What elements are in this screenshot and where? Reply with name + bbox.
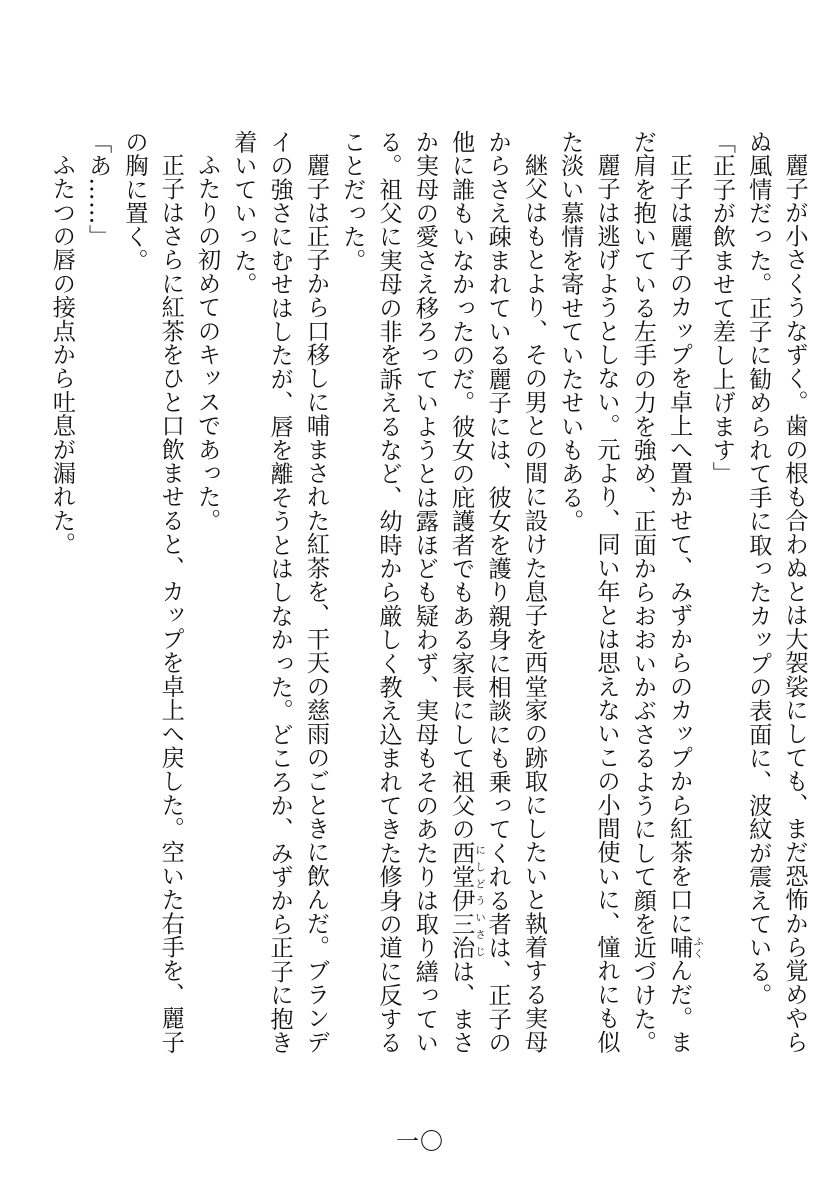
ruby-reading: ふく [691, 935, 704, 959]
ruby-base: 西堂伊三治 [447, 841, 475, 960]
text-run: ふたりの初めてのキッスであった。 [193, 153, 221, 533]
paragraph [551, 130, 624, 1060]
text-run: 継父はもとより、その男との間に設けた息子を西堂家の跡取にしたいと執着する実母からさえ疎まれている麗子には、彼女を護り親身に相談にも乗ってくれる者は、正子の他に誰もいなかったのだ。彼女の庇護者でもある家長にして祖父の [447, 130, 548, 1055]
text-run: 麗子が小さくうなずく。歯の根も合わぬとは大袈裟にしても、まだ恐怖から覚めやらぬ風情だった。正子に勧められて手に取ったカップの表面に、波紋が震えている。 [744, 130, 808, 1054]
paragraph [624, 130, 703, 1060]
ruby-reading: にしどういさじ [473, 841, 486, 960]
paragraph [43, 130, 79, 1060]
paragraph [188, 130, 224, 1060]
text-run: んだ。まだ肩を抱いている左手の力を強め、正面からおおいかぶさるようにして顔を近づけた。 [629, 130, 693, 1055]
text-run: ふたつの唇の接点から吐息が漏れた。 [48, 153, 76, 557]
paragraph [225, 130, 334, 1060]
dialogue-line [79, 130, 115, 1060]
dialogue-line [703, 130, 739, 1060]
vertical-body-text [28, 130, 812, 1060]
text-run: 麗子は正子から口移しに哺まされた紅茶を、干天の慈雨のごときに飲んだ。ブランデイの強さにむせはしたが、唇を離そうとはしなかった。どころか、みずから正子に抱き着いていった。 [229, 130, 330, 1055]
ruby-annotation [665, 935, 704, 959]
ruby-base: 哺 [665, 935, 693, 959]
text-run: 正子は麗子のカップを卓上へ置かせて、みずからのカップから紅茶を口に [665, 153, 693, 936]
text-run: 正子はさらに紅茶をひと口飲ませると、カップを卓上へ戻した。空いた右手を、麗子の胸に置く。 [120, 130, 185, 1054]
text-run: は、まさか実母の愛さえ移ろっていようとは露ほども疑わず、実母もそのあたりは取り繕っている。祖父に実母の非を訴えるなど、幼時から厳しく教え込まれてきた修身の道に反することだった。 [338, 130, 475, 1055]
paragraph [739, 130, 812, 1060]
text-run: 「あ……」 [84, 130, 112, 249]
text-run: 麗子は逃げようとしない。元より、同い年とは思えないこの小間使いに、憧れにも似た淡い慕情を寄せていたせいもある。 [556, 130, 621, 1054]
paragraph [333, 130, 551, 1060]
page-number: 一〇 [396, 1129, 444, 1155]
paragraph [116, 130, 189, 1060]
text-run: 「正子が飲ませて差し上げます」 [708, 130, 736, 486]
ruby-annotation [447, 841, 486, 960]
